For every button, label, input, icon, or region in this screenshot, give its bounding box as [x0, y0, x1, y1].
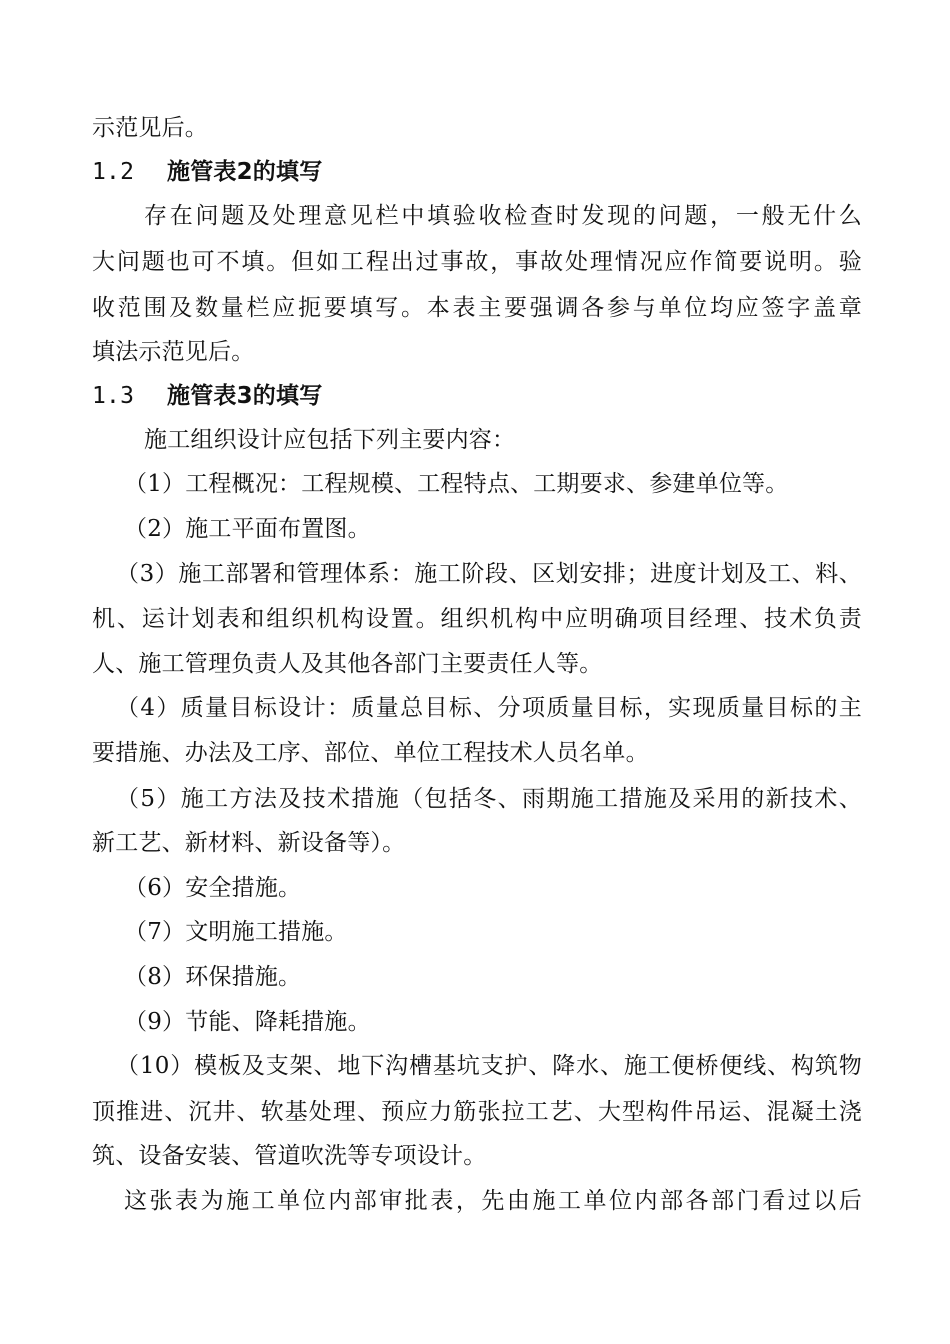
paragraph-line: 填法示范见后。	[92, 339, 255, 365]
paragraph-line: 人、施工管理负责人及其他各部门主要责任人等。	[92, 651, 603, 677]
paragraph-line: 存在问题及处理意见栏中填验收检查时发现的问题，一般无什么	[144, 203, 862, 229]
list-item: （7）文明施工措施。	[124, 919, 348, 945]
paragraph-line: 示范见后。	[92, 115, 208, 141]
paragraph-line: 机、运计划表和组织机构设置。组织机构中应明确项目经理、技术负责	[92, 606, 862, 632]
section-heading-1-2	[92, 156, 862, 188]
section-number: 1.3	[92, 383, 135, 409]
list-item: （5）施工方法及技术措施（包括冬、雨期施工措施及采用的新技术、	[116, 786, 862, 812]
list-item: （1）工程概况：工程规模、工程特点、工期要求、参建单位等。	[124, 471, 789, 497]
list-item: （4）质量目标设计：质量总目标、分项质量目标，实现质量目标的主	[116, 695, 862, 721]
paragraph-line: 顶推进、沉井、软基处理、预应力筋张拉工艺、大型构件吊运、混凝土浇	[92, 1099, 862, 1125]
section-title: 施管表3的填写	[167, 383, 323, 409]
paragraph-line: 筑、设备安装、管道吹洗等专项设计。	[92, 1143, 487, 1169]
list-item: （10）模板及支架、地下沟槽基坑支护、降水、施工便桥便线、构筑物	[116, 1053, 862, 1079]
paragraph-line: 要措施、办法及工序、部位、单位工程技术人员名单。	[92, 740, 649, 766]
list-item: （2）施工平面布置图。	[124, 516, 371, 542]
section-number: 1.2	[92, 159, 135, 185]
paragraph-line: 收范围及数量栏应扼要填写。本表主要强调各参与单位均应签字盖章	[92, 295, 862, 321]
paragraph-line: 施工组织设计应包括下列主要内容：	[144, 427, 516, 453]
list-item: （8）环保措施。	[124, 964, 302, 990]
paragraph-line: 这张表为施工单位内部审批表，先由施工单位内部各部门看过以后	[124, 1188, 862, 1214]
section-heading-1-3	[92, 380, 862, 412]
list-item: （9）节能、降耗措施。	[124, 1009, 371, 1035]
list-item: （3）施工部署和管理体系：施工阶段、区划安排；进度计划及工、料、	[116, 561, 862, 587]
section-title: 施管表2的填写	[167, 159, 323, 185]
paragraph-line: 新工艺、新材料、新设备等）。	[92, 830, 406, 856]
paragraph-line: 大问题也可不填。但如工程出过事故，事故处理情况应作简要说明。验	[92, 249, 862, 275]
list-item: （6）安全措施。	[124, 875, 302, 901]
